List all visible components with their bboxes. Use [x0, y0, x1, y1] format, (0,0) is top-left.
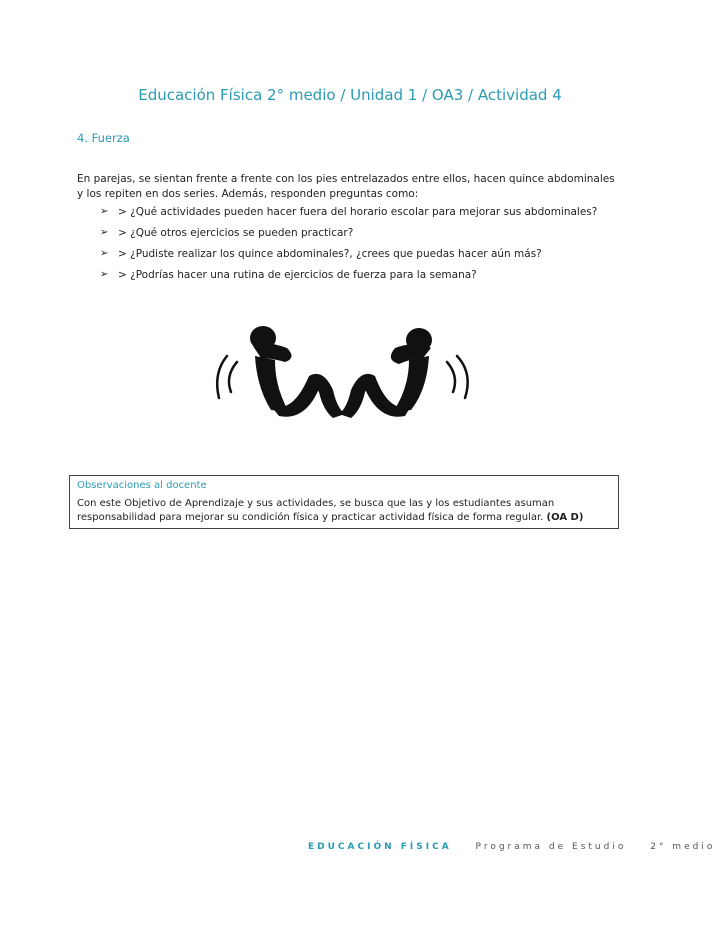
observations-body — [77, 497, 611, 525]
section-heading: 4. Fuerza — [77, 131, 130, 145]
situps-illustration — [205, 318, 485, 428]
arrow-bullet-icon: ➢ — [100, 248, 109, 259]
page-title: Educación Física 2° medio / Unidad 1 / OA3 / Actividad 4 — [138, 86, 562, 104]
question-text: > ¿Qué otros ejercicios se pueden practicar? — [118, 227, 354, 239]
list-item — [100, 269, 620, 290]
question-text: > ¿Podrías hacer una rutina de ejercicios de fuerza para la semana? — [118, 269, 477, 281]
question-text: > ¿Pudiste realizar los quince abdominales?, ¿crees que puedas hacer aún más? — [118, 248, 542, 260]
observations-text: Con este Objetivo de Aprendizaje y sus actividades, se busca que las y los estudiantes asuman responsabilidad para mejorar su condición física y practicar actividad física de forma regular. — [77, 498, 555, 523]
arrow-bullet-icon: ➢ — [100, 269, 109, 280]
list-item — [100, 206, 620, 227]
teacher-observations-box — [69, 475, 619, 529]
intro-paragraph: En parejas, se sientan frente a frente con los pies entrelazados entre ellos, hacen quince abdominales y los repiten en dos series. Además, responden preguntas como: — [77, 173, 615, 200]
question-text: > ¿Qué actividades pueden hacer fuera del horario escolar para mejorar sus abdominales? — [118, 206, 598, 218]
footer-level: 2° medio — [650, 842, 716, 852]
arrow-bullet-icon: ➢ — [100, 227, 109, 238]
footer-subject: EDUCACIÓN FÍSICA — [308, 842, 452, 852]
question-list — [100, 206, 620, 290]
page-footer — [308, 842, 715, 852]
oa-tag: (OA D) — [546, 512, 584, 523]
list-item — [100, 248, 620, 269]
footer-program: Programa de Estudio — [475, 842, 627, 852]
observations-title: Observaciones al docente — [77, 480, 207, 491]
arrow-bullet-icon: ➢ — [100, 206, 109, 217]
list-item — [100, 227, 620, 248]
